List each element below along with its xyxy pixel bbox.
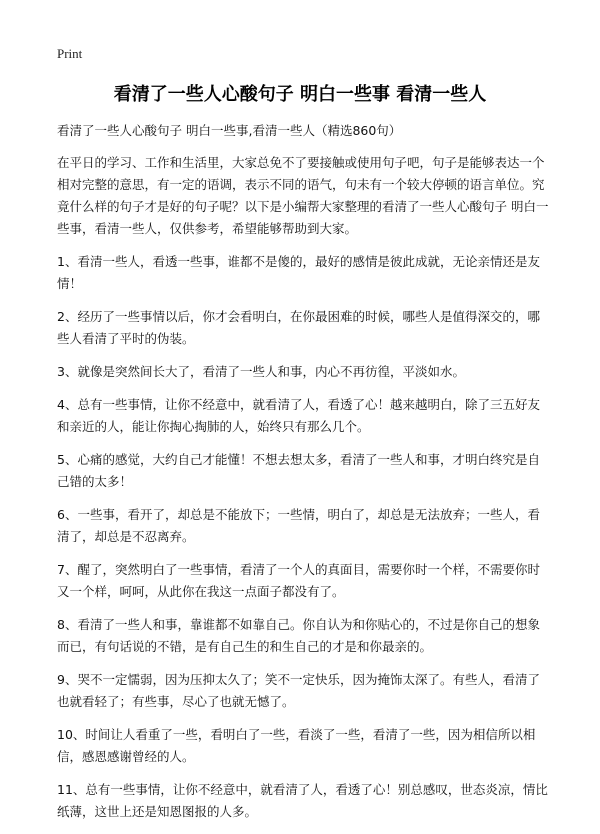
article-body bbox=[57, 120, 549, 834]
list-item: 5、心痛的感觉，大约自己才能懂！不想去想太多，看清了一些人和事，才明白终究是自己错的太多！ bbox=[57, 452, 540, 489]
list-item: 4、总有一些事情，让你不经意中，就看清了人，看透了心！越来越明白，除了三五好友和亲近的人，能让你掏心掏肺的人，始终只有那么几个。 bbox=[57, 397, 540, 434]
intro-paragraph: 在平日的学习、工作和生活里，大家总免不了要接触或使用句子吧，句子是能够表达一个相对完整的意思，有一定的语调，表示不同的语气，句未有一个较大停顿的语言单位。究竟什么样的句子才是好的句子呢？以下是小编帮大家整理的看清了一些人心酸句子 明白一些事，看清一些人，仅供参考，希望能够帮助到大家。 bbox=[57, 155, 549, 236]
list-item: 9、哭不一定懦弱，因为压抑太久了；笑不一定快乐，因为掩饰太深了。有些人，看清了也就看轻了；有些事，尽心了也就无憾了。 bbox=[57, 672, 540, 709]
list-item: 1、看清一些人，看透一些事，谁都不是傻的，最好的感情是彼此成就，无论亲情还是友情！ bbox=[57, 254, 540, 291]
subtitle: 看清了一些人心酸句子 明白一些事,看清一些人（精选860句） bbox=[57, 123, 402, 138]
list-item: 2、经历了一些事情以后，你才会看明白，在你最困难的时候，哪些人是值得深交的，哪些人看清了平时的伪装。 bbox=[57, 309, 540, 346]
page-title: 看清了一些人心酸句子 明白一些事 看清一些人 bbox=[113, 84, 487, 105]
list-item: 8、看清了一些人和事，靠谁都不如靠自己。你自认为和你贴心的，不过是你自己的想象而已，有句话说的不错，是有自己生的和生自己的才是和你最亲的。 bbox=[57, 617, 540, 654]
list-item: 10、时间让人看重了一些，看明白了一些，看淡了一些，看清了一些，因为相信所以相信，感恩感谢曾经的人。 bbox=[57, 727, 536, 764]
print-link[interactable]: Print bbox=[57, 46, 83, 61]
list-item: 11、总有一些事情，让你不经意中，就看清了人，看透了心！别总感叹，世态炎凉，情比纸薄，这世上还是知恩图报的人多。 bbox=[57, 782, 548, 819]
list-item: 6、一些事，看开了，却总是不能放下；一些情，明白了，却总是无法放弃；一些人，看清了，却总是不忍离弃。 bbox=[57, 507, 540, 544]
list-item: 7、醒了，突然明白了一些事情，看清了一个人的真面目，需要你时一个样，不需要你时又一个样，呵呵，从此你在我这一点面子都没有了。 bbox=[57, 562, 540, 599]
list-item: 3、就像是突然间长大了，看清了一些人和事，内心不再彷徨，平淡如水。 bbox=[57, 364, 465, 379]
